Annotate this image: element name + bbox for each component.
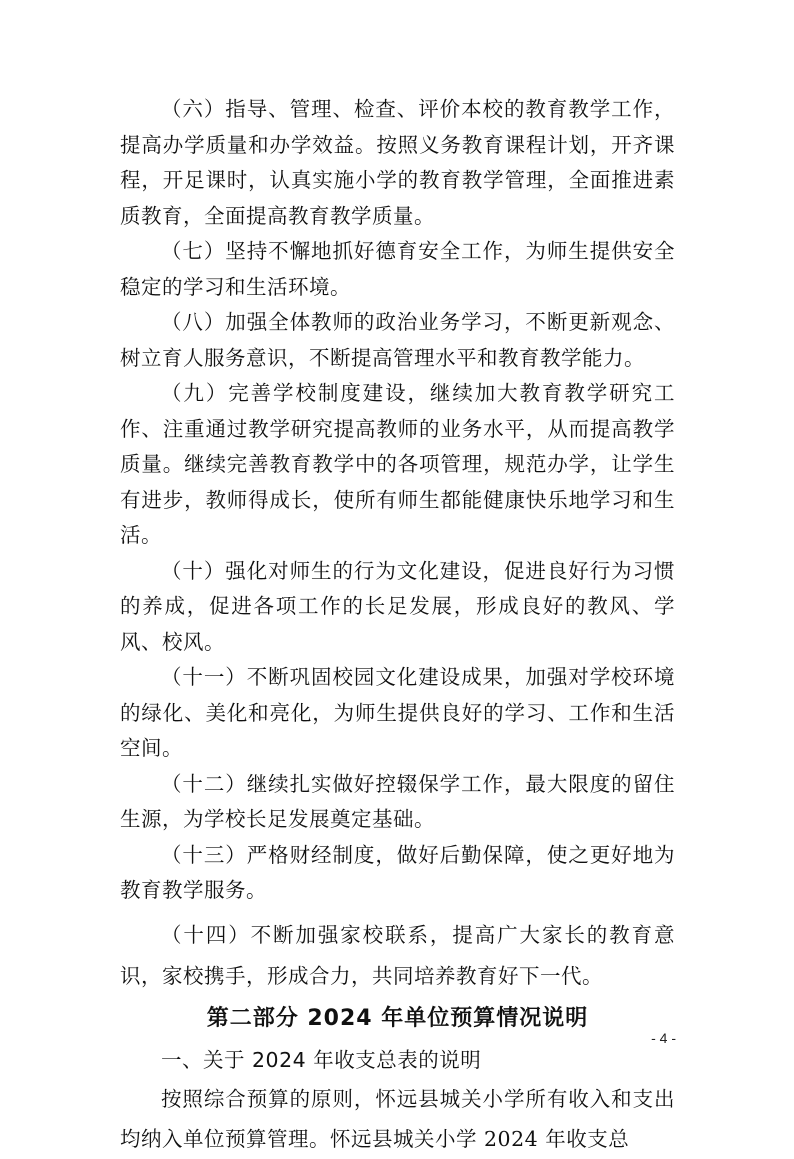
paragraph-6: （六）指导、管理、检查、评价本校的教育教学工作，提高办学质量和办学效益。按照义务教育课程计划，开齐课程，开足课时，认真实施小学的教育教学管理，全面推进素质教育，全面提高教育教学质量。 — [120, 97, 675, 228]
final-paragraph: 按照综合预算的原则，怀远县城关小学所有收入和支出均纳入单位预算管理。怀远县城关小学 2024 年收支总 — [120, 1086, 675, 1151]
paragraph-12: （十二）继续扎实做好控辍保学工作，最大限度的留住生源，为学校长足发展奠定基础。 — [120, 771, 675, 831]
document-body — [120, 92, 675, 1159]
paragraph-10: （十）强化对师生的行为文化建设，促进良好行为习惯的养成，促进各项工作的长足发展，形成良好的教风、学风、校风。 — [120, 558, 675, 654]
paragraph-13: （十三）严格财经制度，做好后勤保障，使之更好地为教育教学服务。 — [120, 842, 675, 902]
paragraph-8: （八）加强全体教师的政治业务学习，不断更新观念、树立育人服务意识，不断提高管理水平和教育教学能力。 — [120, 310, 675, 370]
paragraph-14: （十四）不断加强家校联系，提高广大家长的教育意识，家校携手，形成合力，共同培养教育好下一代。 — [120, 922, 675, 988]
page-number: - 4 - — [651, 1030, 676, 1046]
section-title: 第二部分 2024 年单位预算情况说明 — [206, 1005, 589, 1031]
subsection-title: 一、关于 2024 年收支总表的说明 — [161, 1047, 482, 1072]
paragraph-9: （九）完善学校制度建设，继续加大教育教学研究工作、注重通过教学研究提高教师的业务水平，从而提高教学质量。继续完善教育教学中的各项管理，规范办学，让学生有进步，教师得成长，使所有师生都能健康快乐地学习和生活。 — [120, 381, 675, 547]
paragraph-11: （十一）不断巩固校园文化建设成果，加强对学校环境的绿化、美化和亮化，为师生提供良好的学习、工作和生活空间。 — [120, 665, 675, 760]
paragraph-7: （七）坚持不懈地抓好德育安全工作，为师生提供安全稳定的学习和生活环境。 — [120, 239, 675, 299]
